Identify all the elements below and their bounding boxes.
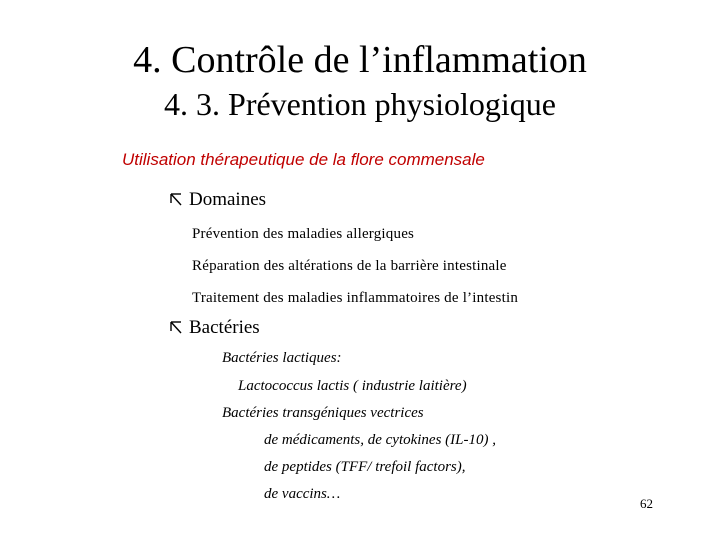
list-item: Traitement des maladies inflammatoires de l’intestin bbox=[192, 290, 519, 306]
page-number: 62 bbox=[640, 496, 653, 511]
bullet-label-bacteries: Bactéries bbox=[189, 317, 260, 338]
slide-subtitle: 4. 3. Prévention physiologique bbox=[164, 86, 556, 122]
list-item: de peptides (TFF/ trefoil factors), bbox=[264, 459, 466, 475]
list-item: de vaccins… bbox=[264, 486, 341, 502]
list-item: de médicaments, de cytokines (IL-10) , bbox=[264, 432, 497, 448]
list-item: Bactéries lactiques: bbox=[222, 350, 342, 366]
bullet-label-domaines: Domaines bbox=[189, 189, 267, 210]
list-item: Bactéries transgéniques vectrices bbox=[222, 405, 424, 421]
section-heading: Utilisation thérapeutique de la flore commensale bbox=[122, 150, 485, 169]
list-item: Réparation des altérations de la barrière intestinale bbox=[192, 258, 507, 274]
bullet-bacteries bbox=[168, 316, 260, 340]
list-item: Lactococcus lactis ( industrie laitière) bbox=[238, 378, 467, 394]
slide-title: 4. Contrôle de l’inflammation bbox=[133, 39, 587, 81]
arrow-bullet-icon bbox=[168, 192, 184, 208]
bullet-domaines bbox=[168, 188, 266, 212]
list-item: Prévention des maladies allergiques bbox=[192, 226, 415, 242]
arrow-bullet-icon bbox=[168, 320, 184, 336]
